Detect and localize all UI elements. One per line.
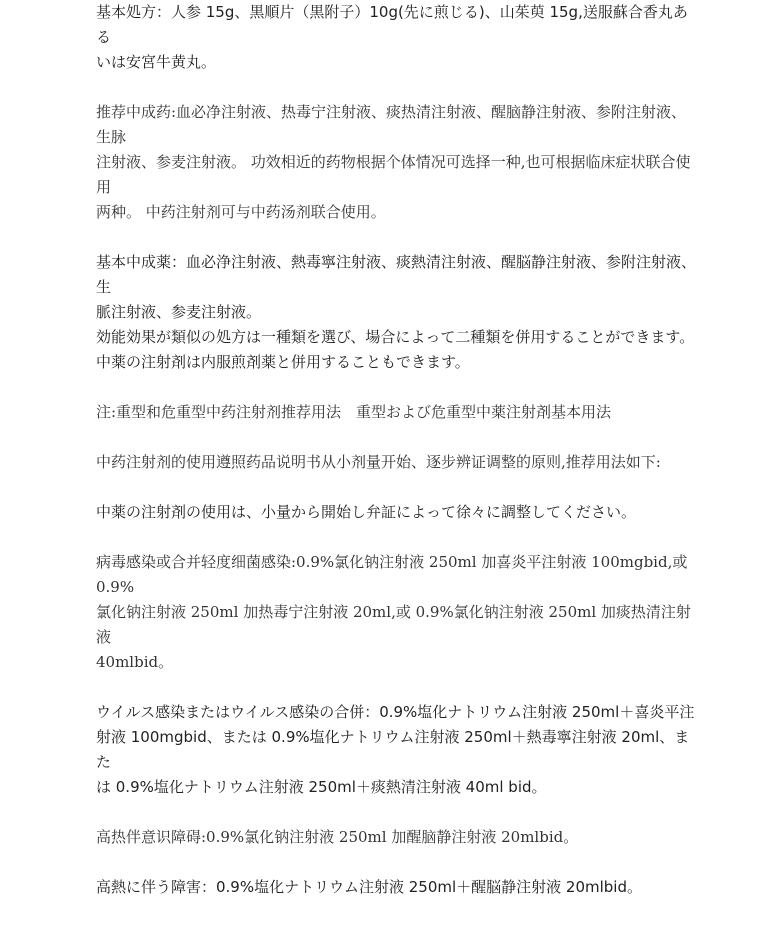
paragraph-8 [96, 700, 698, 800]
paragraph-line: 射液 100mgbid、または 0.9%塩化ナトリウム注射液 250ml＋熱毒寧注射液 20ml、また [96, 728, 690, 771]
paragraph-line: 中薬の注射剤の使用は、小量から開始し弁証によって徐々に調整してください。 [96, 503, 637, 521]
paragraph-6 [96, 500, 698, 525]
paragraph-line: 基本処方：人参 15g、黒順片（黒附子）10g(先に煎じる)、山茱萸 15g,送服蘇合香丸ある [96, 3, 688, 46]
paragraph-line: いは安宮牛黄丸。 [96, 53, 217, 71]
paragraph-line: 注:重型和危重型中药注射剂推荐用法 重型および危重型中薬注射剤基本用法 [96, 403, 612, 421]
paragraph-line: 基本中成薬：血必浄注射液、熱毒寧注射液、痰熱清注射液、醒脳静注射液、参附注射液、生 [96, 253, 697, 296]
paragraph-line: 高熱に伴う障害：0.9%塩化ナトリウム注射液 250ml＋醒脳静注射液 20mlbid。 [96, 878, 642, 896]
paragraph-3 [96, 250, 698, 375]
paragraph-line: 病毒感染或合并轻度细菌感染:0.9%氯化钠注射液 250ml 加喜炎平注射液 100mgbid,或 0.9% [96, 553, 688, 596]
paragraph-4 [96, 400, 698, 425]
paragraph-line: 40mlbid。 [96, 653, 174, 671]
paragraph-line: 注射液、参麦注射液。 功效相近的药物根据个体情况可选择一种,也可根据临床症状联合使用 [96, 153, 691, 196]
paragraph-line: 高热伴意识障碍:0.9%氯化钠注射液 250ml 加醒脑静注射液 20mlbid。 [96, 828, 579, 846]
paragraph-line: 効能効果が類似の処方は一種類を選び、場合によって二種類を併用することができます。 [96, 328, 695, 346]
paragraph-5 [96, 450, 698, 475]
paragraph-2 [96, 100, 698, 225]
paragraph-9 [96, 825, 698, 850]
paragraph-line: 氯化钠注射液 250ml 加热毒宁注射液 20ml,或 0.9%氯化钠注射液 250ml 加痰热清注射液 [96, 603, 691, 646]
paragraph-line: 中薬の注射剤は内服煎剤薬と併用することもできます。 [96, 353, 470, 371]
paragraph-line: 中药注射剂的使用遵照药品说明书从小剂量开始、逐步辨证调整的原则,推荐用法如下: [96, 453, 661, 471]
paragraph-1 [96, 0, 698, 75]
paragraph-line: ウイルス感染またはウイルス感染の合併：0.9%塩化ナトリウム注射液 250ml＋喜炎平注 [96, 703, 695, 721]
paragraph-line: 推荐中成药:血必净注射液、热毒宁注射液、痰热清注射液、醒脑静注射液、参附注射液、生脉 [96, 103, 687, 146]
paragraph-10 [96, 875, 698, 900]
paragraph-line: 脈注射液、参麦注射液。 [96, 303, 262, 321]
paragraph-7 [96, 550, 698, 675]
paragraph-line: 两种。 中药注射剂可与中药汤剂联合使用。 [96, 203, 386, 221]
paragraph-line: は 0.9%塩化ナトリウム注射液 250ml＋痰熱清注射液 40ml bid。 [96, 778, 547, 796]
